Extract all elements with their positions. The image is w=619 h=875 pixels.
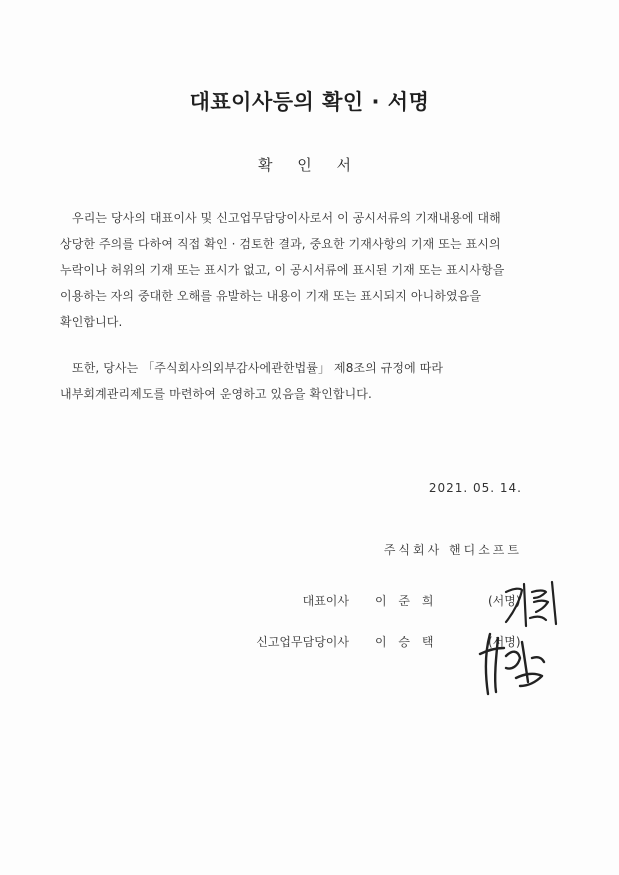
document-subtitle: 확 인 서 [257,156,361,174]
document-title: 대표이사등의 확인 · 서명 [189,90,430,114]
officer-signature-icon [476,628,552,700]
signer-role: 신고업무담당이사 [256,635,349,649]
company-name: 주식회사 핸디소프트 [383,543,522,557]
paragraph-line: 확인합니다. [60,315,123,329]
document-date: 2021. 05. 14. [428,481,522,495]
paragraph-line: 이용하는 자의 중대한 오해를 유발하는 내용이 기재 또는 표시되지 아니하였음을 [60,289,482,303]
paragraph-line: 또한, 당사는 「주식회사의외부감사에관한법률」 제8조의 규정에 따라 [72,361,444,375]
signature-label: (서명) [488,594,521,608]
signature-label: (서명) [488,635,521,649]
paragraph-line: 누락이나 허위의 기재 또는 표시가 없고, 이 공시서류에 표시된 기재 또는 표시사항을 [60,263,505,277]
paragraph-line: 우리는 당사의 대표이사 및 신고업무담당이사로서 이 공시서류의 기재내용에 대해 [72,211,501,225]
paragraph-line: 상당한 주의를 다하여 직접 확인 · 검토한 결과, 중요한 기재사항의 기재 또는 표시의 [60,237,501,251]
signer-role: 대표이사 [302,594,349,608]
internal-control-paragraph [60,355,554,407]
paragraph-line: 내부회계관리제도를 마련하여 운영하고 있음을 확인합니다. [60,387,372,401]
signer-name: 이 승 택 [375,635,438,649]
confirmation-paragraph [60,205,554,335]
signer-name: 이 준 희 [375,594,438,608]
